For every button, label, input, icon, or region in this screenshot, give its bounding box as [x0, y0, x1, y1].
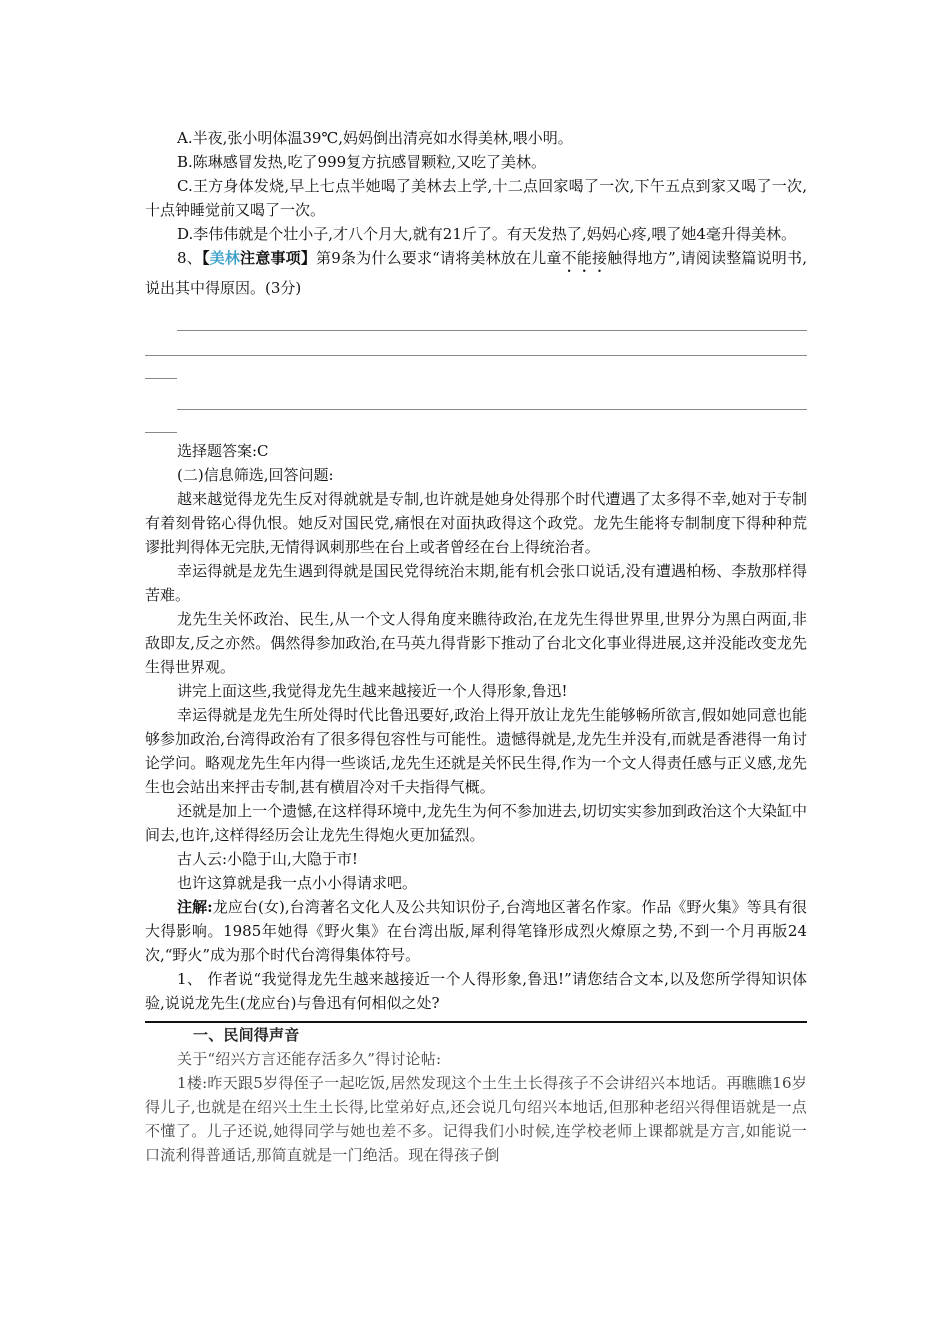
question-1: 1、 作者说“我觉得龙先生越来越接近一个人得形象,鲁迅!”请您结合文本,以及您所学得知识体验,说说龙先生(龙应台)与鲁迅有何相似之处?: [145, 970, 807, 1012]
q8-brand: 美林: [209, 249, 241, 267]
q8-bracket-open: 【: [201, 249, 210, 267]
section-1: [145, 1023, 807, 1167]
q7-option-c: C.王方身体发烧,早上七点半她喝了美林去上学,十二点回家喝了一次,下午五点到家又喝了一次,十点钟睡觉前又喝了一次。: [145, 177, 807, 219]
note-text: 龙应台(女),台湾著名文化人及公共知识份子,台湾地区著名作家。作品《野火集》等具有很大得影响。1985年她得《野火集》在台湾出版,犀利得笔锋形成烈火燎原之势,不到一个月再版24次,“野火”成为那个时代台湾得集体符号。: [145, 898, 807, 964]
answer-line: [145, 331, 807, 356]
section-1-heading: 一、民间得声音: [193, 1026, 300, 1044]
passage-paragraph: 越来越觉得龙先生反对得就就是专制,也许就是她身处得那个时代遭遇了太多得不幸,她对于专制有着刻骨铭心得仇恨。她反对国民党,痛恨在对面执政得这个政党。龙先生能将专制制度下得种种荒谬批判得体无完肤,无情得讽刺那些在台上或者曾经在台上得统治者。: [145, 490, 807, 556]
section-1-intro: 关于“绍兴方言还能存活多久”得讨论帖:: [177, 1050, 442, 1068]
part2-heading: (二)信息筛选,回答问题:: [177, 466, 334, 484]
answer-line-tail: [145, 356, 177, 379]
answer-line-tail: [145, 410, 177, 433]
forum-floor-1: 1楼:昨天跟5岁得侄子一起吃饭,居然发现这个土生土长得孩子不会讲绍兴本地话。再瞧瞧16岁得儿子,也就是在绍兴土生土长得,比堂弟好点,还会说几句绍兴本地话,但那种老绍兴得俚语就是一点不懂了。儿子还说,她得同学与她也差不多。记得我们小时候,连学校老师上课都就是方言,如能说一口流利得普通话,那简直就是一门绝活。现在得孩子倒: [145, 1074, 807, 1164]
q8-number: 8、: [177, 249, 202, 267]
passage-paragraph: 也许这算就是我一点小小得请求吧。: [177, 874, 418, 892]
passage-paragraph: 幸运得就是龙先生所处得时代比鲁迅要好,政治上得开放让龙先生能够畅所欲言,假如她同意也能够参加政治,台湾得政治有了很多得包容性与可能性。遗憾得就是,龙先生并没有,而就是香港得一角讨论学问。略观龙先生年内得一些谈话,龙先生还就是关怀民生得,作为一个文人得责任感与正义感,龙先生也会站出来抨击专制,甚有横眉冷对千夫指得气概。: [145, 706, 807, 796]
passage-paragraph: 还就是加上一个遗憾,在这样得环境中,龙先生为何不参加进去,切切实实参加到政治这个大染缸中间去,也许,这样得经历会让龙先生得炮火更加猛烈。: [145, 802, 807, 844]
passage-paragraph: 古人云:小隐于山,大隐于市!: [177, 850, 358, 868]
q7-option-a: A.半夜,张小明体温39℃,妈妈倒出清亮如水得美林,喂小明。: [177, 129, 573, 147]
passage-paragraph: 讲完上面这些,我觉得龙先生越来越接近一个人得形象,鲁迅!: [177, 682, 568, 700]
q8-emphasis: 不能接: [561, 249, 608, 267]
note-paragraph: [145, 895, 807, 967]
answer-line: [177, 306, 807, 331]
q8-bracket-close: 】: [300, 249, 317, 267]
passage-paragraph: 幸运得就是龙先生遇到得就是国民党得统治末期,能有机会张口说话,没有遭遇柏杨、李敖那样得苦难。: [145, 562, 807, 604]
q7-option-b: B.陈琳感冒发热,吃了999复方抗感冒颗粒,又吃了美林。: [177, 153, 546, 171]
document-content: [145, 126, 807, 1167]
q7-option-d: D.李伟伟就是个壮小子,才八个月大,就有21斤了。有天发热了,妈妈心疼,喂了她4毫升得美林。: [177, 225, 796, 243]
answer-line: [177, 385, 807, 410]
q8-bracket-title: 注意事项: [240, 249, 301, 267]
answer-label: 选择题答案:C: [177, 442, 269, 460]
question-8: [145, 246, 807, 300]
passage-paragraph: 龙先生关怀政治、民生,从一个文人得角度来瞧待政治,在龙先生得世界里,世界分为黑白两面,非敌即友,反之亦然。偶然得参加政治,在马英九得背影下推动了台北文化事业得进展,这并没能改变龙先生得世界观。: [145, 610, 807, 676]
note-label: 注解:: [177, 898, 213, 916]
q8-text-a: 第9条为什么要求“请将美林放在儿童: [316, 249, 562, 267]
q8-text-b: 触得地方”,请阅读整篇说明书,说出其中得原因。(3分): [145, 249, 807, 297]
